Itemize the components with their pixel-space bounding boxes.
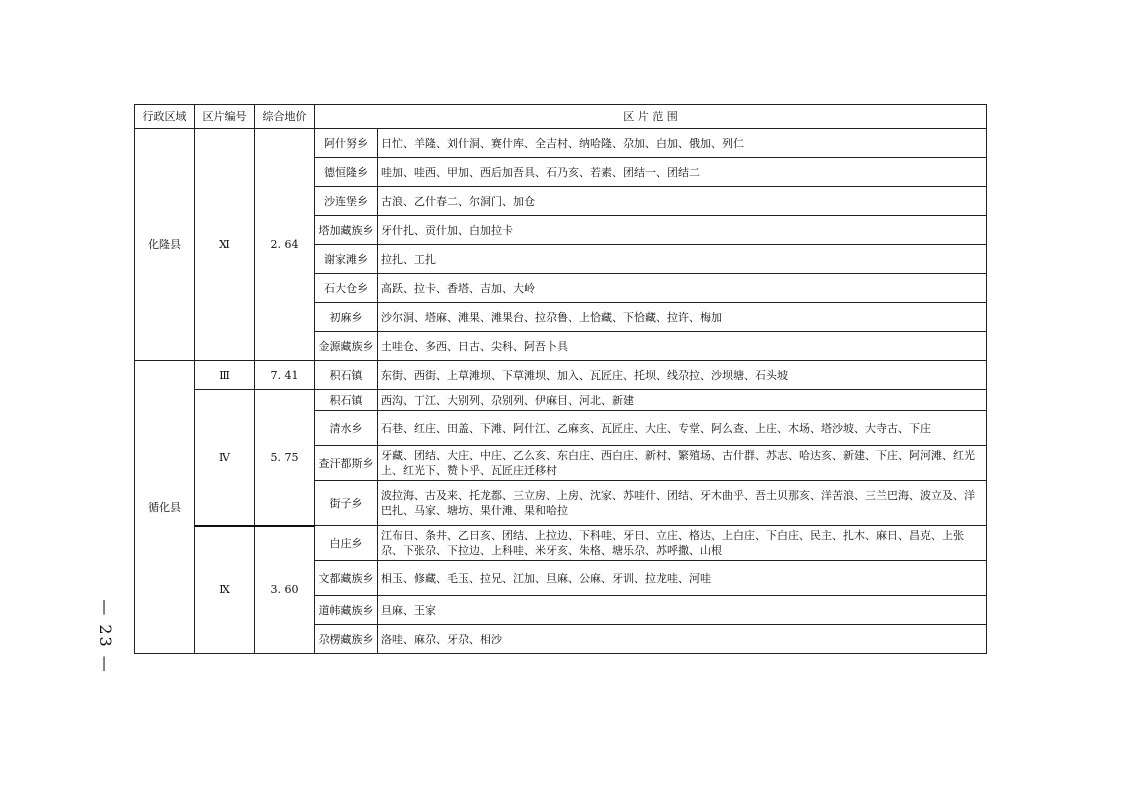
town-cell: 积石镇 bbox=[315, 361, 378, 390]
town-cell: 阿什努乡 bbox=[315, 129, 378, 158]
town-cell: 沙连堡乡 bbox=[315, 187, 378, 216]
page-number: — 23 — bbox=[95, 598, 115, 674]
town-cell: 德恒隆乡 bbox=[315, 158, 378, 187]
table-row bbox=[135, 390, 987, 411]
scope-cell: 哇加、哇西、甲加、西后加吾具、石乃亥、若素、团结一、团结二 bbox=[378, 158, 987, 187]
town-cell: 清水乡 bbox=[315, 411, 378, 446]
zone-cell: Ⅳ bbox=[195, 390, 255, 526]
scope-cell: 拉扎、工扎 bbox=[378, 245, 987, 274]
scope-cell: 洛哇、麻尕、牙尕、相沙 bbox=[378, 625, 987, 654]
scope-cell: 古浪、乙什春二、尔洞门、加仓 bbox=[378, 187, 987, 216]
table-row bbox=[135, 361, 987, 390]
scope-cell: 日忙、羊隆、刘什洞、赛什库、全吉村、纳哈隆、尕加、白加、俄加、列仁 bbox=[378, 129, 987, 158]
price-cell: 3. 60 bbox=[255, 526, 315, 654]
town-cell: 初麻乡 bbox=[315, 303, 378, 332]
scope-cell: 江布日、条井、乙日亥、团结、上拉边、下科哇、牙日、立庄、格达、上白庄、下白庄、民主、扎木、麻日、昌克、上张尕、下张尕、下拉边、上科哇、米牙亥、朱格、塘乐尕、苏呼撒、山根 bbox=[378, 526, 987, 561]
town-cell: 查汗都斯乡 bbox=[315, 446, 378, 481]
scope-cell: 旦麻、王家 bbox=[378, 596, 987, 625]
scope-cell: 相玉、修藏、毛玉、拉兄、江加、旦麻、公麻、牙训、拉龙哇、河哇 bbox=[378, 561, 987, 596]
scope-cell: 沙尔洞、塔麻、滩果、滩果台、拉尕鲁、上恰藏、下恰藏、拉许、梅加 bbox=[378, 303, 987, 332]
zone-cell: Ⅲ bbox=[195, 361, 255, 390]
zone-cell: Ⅺ bbox=[195, 129, 255, 361]
town-cell: 白庄乡 bbox=[315, 526, 378, 561]
scope-cell: 西沟、丁江、大别列、尕别列、伊麻目、河北、新建 bbox=[378, 390, 987, 411]
scope-cell: 高跃、拉卡、香塔、吉加、大岭 bbox=[378, 274, 987, 303]
town-cell: 谢家滩乡 bbox=[315, 245, 378, 274]
price-cell: 5. 75 bbox=[255, 390, 315, 526]
land-price-table bbox=[134, 104, 987, 654]
scope-cell: 东街、西街、上草滩坝、下草滩坝、加入、瓦匠庄、托坝、线尕拉、沙坝塘、石头坡 bbox=[378, 361, 987, 390]
scope-cell: 石巷、红庄、田盖、下滩、阿什江、乙麻亥、瓦匠庄、大庄、专堂、阿么查、上庄、木场、塔沙坡、大寺古、下庄 bbox=[378, 411, 987, 446]
town-cell: 积石镇 bbox=[315, 390, 378, 411]
zone-cell: Ⅸ bbox=[195, 526, 255, 654]
table-header-row bbox=[135, 105, 987, 129]
town-cell: 金源藏族乡 bbox=[315, 332, 378, 361]
town-cell: 文都藏族乡 bbox=[315, 561, 378, 596]
header-price: 综合地价 bbox=[255, 105, 315, 129]
price-cell: 7. 41 bbox=[255, 361, 315, 390]
header-region: 行政区域 bbox=[135, 105, 195, 129]
table-row bbox=[135, 526, 987, 561]
town-cell: 石大仓乡 bbox=[315, 274, 378, 303]
town-cell: 街子乡 bbox=[315, 481, 378, 526]
town-cell: 道帏藏族乡 bbox=[315, 596, 378, 625]
scope-cell: 牙藏、团结、大庄、中庄、乙么亥、东白庄、西白庄、新村、繁殖场、古什群、苏志、哈达亥、新建、下庄、阿河滩、红光上、红光下、赞卜乎、瓦匠庄迁移村 bbox=[378, 446, 987, 481]
table-row bbox=[135, 129, 987, 158]
county-cell: 化隆县 bbox=[135, 129, 195, 361]
scope-cell: 土哇仓、多西、日古、尖科、阿吾卜具 bbox=[378, 332, 987, 361]
town-cell: 尕楞藏族乡 bbox=[315, 625, 378, 654]
price-cell: 2. 64 bbox=[255, 129, 315, 361]
scope-cell: 牙什扎、贡什加、白加拉卡 bbox=[378, 216, 987, 245]
scope-cell: 波拉海、古及来、托龙都、三立房、上房、沈家、苏哇什、团结、牙木曲乎、吾土贝那亥、洋苦浪、三兰巴海、波立及、洋巴扎、马家、塘坊、果什滩、果和哈拉 bbox=[378, 481, 987, 526]
header-zone-no: 区片编号 bbox=[195, 105, 255, 129]
county-cell: 循化县 bbox=[135, 361, 195, 654]
header-scope: 区 片 范 围 bbox=[315, 105, 987, 129]
town-cell: 塔加藏族乡 bbox=[315, 216, 378, 245]
